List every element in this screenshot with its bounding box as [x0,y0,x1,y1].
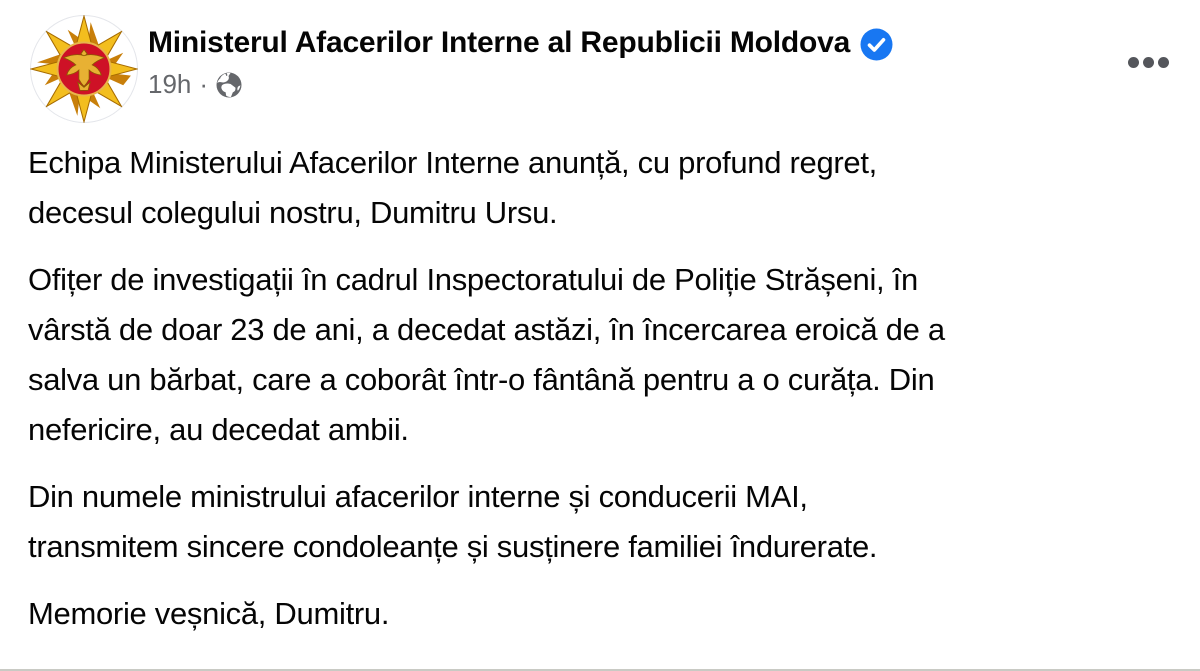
post-line: Echipa Ministerului Afacerilor Interne anunță, cu profund regret, [28,145,877,180]
page-name-link[interactable]: Ministerul Afacerilor Interne al Republicii Moldova [148,26,851,59]
post-line: salva un bărbat, care a coborât într-o fântână pentru a o curăța. Din [28,362,935,397]
ellipsis-dot [1128,57,1139,68]
timestamp-link[interactable]: 19h [148,69,192,99]
post-line: Memorie veșnică, Dumitru. [28,596,390,631]
name-row [148,24,893,62]
post-line: Ofițer de investigații în cadrul Inspectoratului de Poliție Strășeni, în [28,262,918,297]
post-meta [148,69,893,99]
meta-separator: · [199,69,209,99]
header-text [148,24,893,99]
post-line: vârstă de doar 23 de ani, a decedat astăzi, în încercarea eroică de a [28,312,945,347]
post-line: Din numele ministrului afacerilor interne și conducerii MAI, [28,479,808,514]
post-paragraph [28,589,1172,639]
page-avatar[interactable] [30,15,138,123]
more-options-button[interactable] [1112,40,1184,84]
ellipsis-dot [1158,57,1169,68]
mai-emblem-icon [30,15,138,123]
post-line: transmitem sincere condoleanțe și susținere familiei îndurerate. [28,529,878,564]
globe-public-icon [216,72,242,98]
verified-badge-icon [860,28,893,61]
post-text [0,138,1200,639]
post-line: decesul colegului nostru, Dumitru Ursu. [28,195,558,230]
post-paragraph [28,472,1172,572]
post-paragraph [28,138,1172,238]
post-paragraph [28,255,1172,455]
post-header [0,0,1200,132]
ellipsis-dot [1143,57,1154,68]
post-line: nefericire, au decedat ambii. [28,412,409,447]
